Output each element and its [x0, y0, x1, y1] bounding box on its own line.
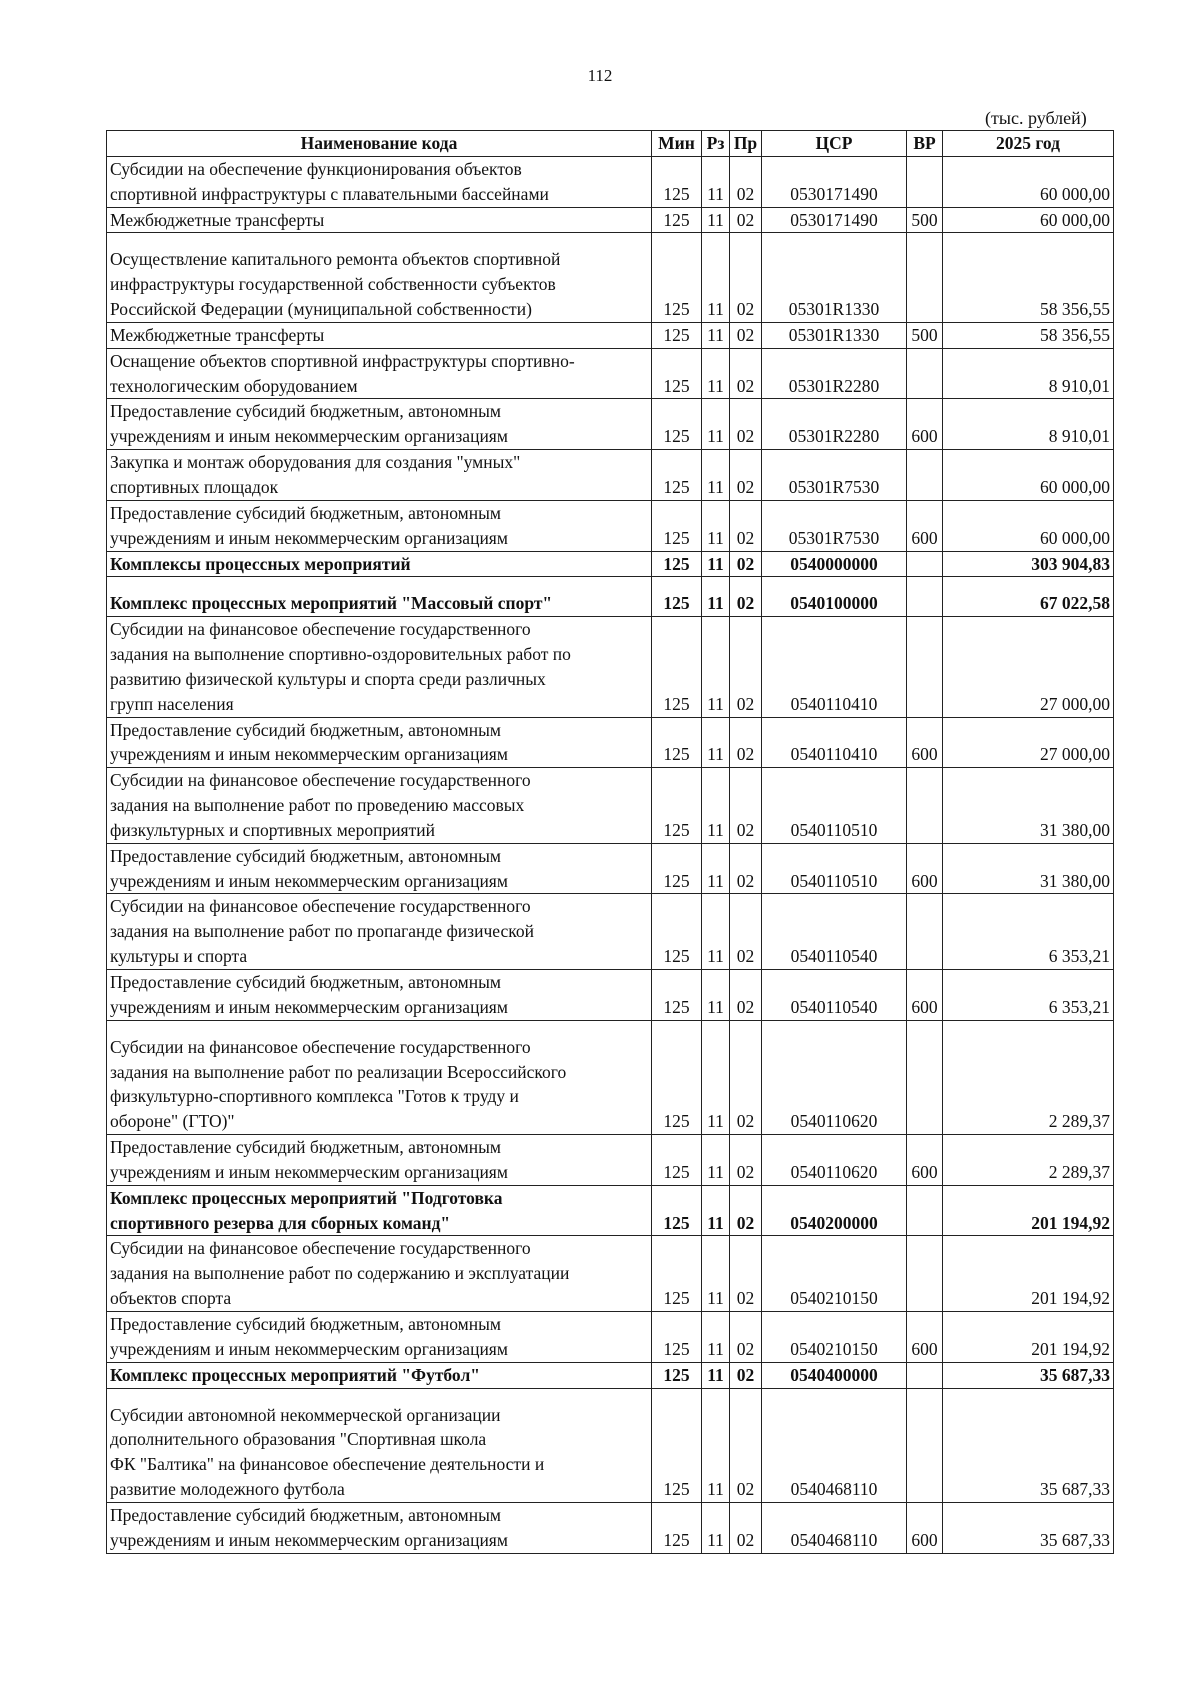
table-row [107, 322, 1114, 348]
row-csr: 0540468110 [762, 1388, 907, 1502]
table-row [107, 156, 1114, 207]
row-rz: 11 [702, 551, 730, 577]
column-header-amount: 2025 год [943, 131, 1114, 157]
row-csr: 0540110620 [762, 1135, 907, 1186]
row-pr: 02 [730, 768, 762, 844]
row-vr: 600 [907, 970, 943, 1021]
row-amount: 67 022,58 [943, 577, 1114, 617]
row-vr [907, 617, 943, 717]
row-csr: 0540110410 [762, 617, 907, 717]
row-amount: 2 289,37 [943, 1135, 1114, 1186]
row-name: Межбюджетные трансферты [107, 322, 652, 348]
row-name: Предоставление субсидий бюджетным, автономным учреждениям и иным некоммерческим организациям [107, 399, 652, 450]
column-header-vr: ВР [907, 131, 943, 157]
row-name: Субсидии на финансовое обеспечение государственного задания на выполнение спортивно-оздоровительных работ по развитию физической культуры и спорта среди различных групп населения [107, 617, 652, 717]
row-min: 125 [652, 768, 702, 844]
table-row [107, 1362, 1114, 1388]
row-rz: 11 [702, 207, 730, 233]
table-row [107, 1020, 1114, 1134]
table-row [107, 500, 1114, 551]
row-name: Комплекс процессных мероприятий "Подготовка спортивного резерва для сборных команд" [107, 1185, 652, 1236]
row-amount: 35 687,33 [943, 1388, 1114, 1502]
row-amount: 2 289,37 [943, 1020, 1114, 1134]
row-pr: 02 [730, 1362, 762, 1388]
row-name: Предоставление субсидий бюджетным, автономным учреждениям и иным некоммерческим организациям [107, 717, 652, 768]
row-vr: 600 [907, 1135, 943, 1186]
row-vr [907, 1236, 943, 1312]
row-csr: 0540210150 [762, 1236, 907, 1312]
row-min: 125 [652, 207, 702, 233]
row-pr: 02 [730, 399, 762, 450]
row-vr: 600 [907, 500, 943, 551]
table-row [107, 717, 1114, 768]
row-csr: 0530171490 [762, 207, 907, 233]
row-amount: 60 000,00 [943, 156, 1114, 207]
row-csr: 0540110620 [762, 1020, 907, 1134]
table-row [107, 768, 1114, 844]
budget-table [106, 130, 1114, 1554]
row-min: 125 [652, 617, 702, 717]
row-pr: 02 [730, 1311, 762, 1362]
row-amount: 201 194,92 [943, 1236, 1114, 1312]
row-pr: 02 [730, 1502, 762, 1553]
row-pr: 02 [730, 1135, 762, 1186]
row-min: 125 [652, 233, 702, 323]
row-amount: 303 904,83 [943, 551, 1114, 577]
units-label: (тыс. рублей) [985, 108, 1087, 128]
column-header-min: Мин [652, 131, 702, 157]
row-pr: 02 [730, 348, 762, 399]
row-amount: 58 356,55 [943, 233, 1114, 323]
table-row [107, 233, 1114, 323]
row-rz: 11 [702, 843, 730, 894]
row-pr: 02 [730, 551, 762, 577]
row-name: Комплексы процессных мероприятий [107, 551, 652, 577]
row-vr [907, 768, 943, 844]
table-row [107, 843, 1114, 894]
row-min: 125 [652, 843, 702, 894]
row-pr: 02 [730, 156, 762, 207]
row-vr [907, 894, 943, 970]
table-body [107, 156, 1114, 1553]
row-csr: 0540110510 [762, 768, 907, 844]
row-amount: 31 380,00 [943, 768, 1114, 844]
row-vr [907, 1362, 943, 1388]
row-rz: 11 [702, 348, 730, 399]
row-rz: 11 [702, 1020, 730, 1134]
row-name: Предоставление субсидий бюджетным, автономным учреждениям и иным некоммерческим организациям [107, 1502, 652, 1553]
row-rz: 11 [702, 233, 730, 323]
row-name: Оснащение объектов спортивной инфраструктуры спортивно- технологическим оборудованием [107, 348, 652, 399]
row-vr: 600 [907, 399, 943, 450]
row-csr: 05301R7530 [762, 500, 907, 551]
row-amount: 60 000,00 [943, 500, 1114, 551]
row-pr: 02 [730, 1388, 762, 1502]
row-name: Субсидии на обеспечение функционирования объектов спортивной инфраструктуры с плавательными бассейнами [107, 156, 652, 207]
row-vr [907, 348, 943, 399]
row-amount: 6 353,21 [943, 894, 1114, 970]
row-csr: 0540200000 [762, 1185, 907, 1236]
row-min: 125 [652, 399, 702, 450]
table-row [107, 1135, 1114, 1186]
row-csr: 0540210150 [762, 1311, 907, 1362]
row-name: Субсидии автономной некоммерческой организации дополнительного образования "Спортивная школа ФК "Балтика" на финансовое обеспечение деятельности и развитие молодежного футбола [107, 1388, 652, 1502]
row-rz: 11 [702, 1388, 730, 1502]
table-row [107, 1311, 1114, 1362]
row-rz: 11 [702, 322, 730, 348]
row-amount: 35 687,33 [943, 1362, 1114, 1388]
table-row [107, 1236, 1114, 1312]
row-csr: 05301R1330 [762, 233, 907, 323]
row-csr: 0540110540 [762, 894, 907, 970]
row-name: Закупка и монтаж оборудования для создания "умных" спортивных площадок [107, 450, 652, 501]
row-rz: 11 [702, 1311, 730, 1362]
row-vr [907, 233, 943, 323]
table-row [107, 577, 1114, 617]
row-pr: 02 [730, 970, 762, 1021]
row-rz: 11 [702, 768, 730, 844]
row-rz: 11 [702, 1135, 730, 1186]
row-rz: 11 [702, 156, 730, 207]
table-row [107, 1388, 1114, 1502]
row-vr [907, 1388, 943, 1502]
row-min: 125 [652, 551, 702, 577]
table-row [107, 348, 1114, 399]
row-amount: 58 356,55 [943, 322, 1114, 348]
row-csr: 05301R1330 [762, 322, 907, 348]
row-amount: 201 194,92 [943, 1311, 1114, 1362]
row-vr: 600 [907, 1502, 943, 1553]
row-csr: 05301R7530 [762, 450, 907, 501]
row-pr: 02 [730, 717, 762, 768]
table-row [107, 450, 1114, 501]
row-vr [907, 1185, 943, 1236]
row-rz: 11 [702, 1362, 730, 1388]
row-vr: 500 [907, 207, 943, 233]
row-csr: 0540400000 [762, 1362, 907, 1388]
row-csr: 0530171490 [762, 156, 907, 207]
row-name: Субсидии на финансовое обеспечение государственного задания на выполнение работ по проведению массовых физкультурных и спортивных мероприятий [107, 768, 652, 844]
row-min: 125 [652, 1388, 702, 1502]
row-vr [907, 156, 943, 207]
row-rz: 11 [702, 577, 730, 617]
row-min: 125 [652, 970, 702, 1021]
row-vr [907, 450, 943, 501]
table-row [107, 617, 1114, 717]
row-name: Комплекс процессных мероприятий "Футбол" [107, 1362, 652, 1388]
column-header-rz: Рз [702, 131, 730, 157]
column-header-name: Наименование кода [107, 131, 652, 157]
table-row [107, 894, 1114, 970]
row-vr: 500 [907, 322, 943, 348]
row-rz: 11 [702, 450, 730, 501]
row-min: 125 [652, 348, 702, 399]
row-pr: 02 [730, 207, 762, 233]
row-pr: 02 [730, 843, 762, 894]
row-rz: 11 [702, 717, 730, 768]
row-min: 125 [652, 1020, 702, 1134]
row-csr: 0540110510 [762, 843, 907, 894]
row-csr: 0540000000 [762, 551, 907, 577]
row-amount: 60 000,00 [943, 207, 1114, 233]
row-amount: 27 000,00 [943, 717, 1114, 768]
row-vr [907, 1020, 943, 1134]
table-row [107, 1185, 1114, 1236]
row-min: 125 [652, 156, 702, 207]
row-name: Предоставление субсидий бюджетным, автономным учреждениям и иным некоммерческим организациям [107, 1311, 652, 1362]
table-row [107, 970, 1114, 1021]
row-pr: 02 [730, 1185, 762, 1236]
column-header-csr: ЦСР [762, 131, 907, 157]
row-rz: 11 [702, 970, 730, 1021]
row-vr: 600 [907, 1311, 943, 1362]
row-csr: 0540468110 [762, 1502, 907, 1553]
row-name: Комплекс процессных мероприятий "Массовый спорт" [107, 577, 652, 617]
row-amount: 8 910,01 [943, 399, 1114, 450]
row-name: Субсидии на финансовое обеспечение государственного задания на выполнение работ по содержанию и эксплуатации объектов спорта [107, 1236, 652, 1312]
row-min: 125 [652, 577, 702, 617]
row-min: 125 [652, 450, 702, 501]
row-name: Субсидии на финансовое обеспечение государственного задания на выполнение работ по пропаганде физической культуры и спорта [107, 894, 652, 970]
table-row [107, 399, 1114, 450]
table-header-row [107, 131, 1114, 157]
row-min: 125 [652, 894, 702, 970]
page-number: 112 [587, 66, 613, 85]
row-min: 125 [652, 1362, 702, 1388]
row-pr: 02 [730, 1020, 762, 1134]
row-pr: 02 [730, 617, 762, 717]
row-rz: 11 [702, 1502, 730, 1553]
row-rz: 11 [702, 1236, 730, 1312]
row-min: 125 [652, 1236, 702, 1312]
row-vr [907, 577, 943, 617]
row-pr: 02 [730, 233, 762, 323]
row-min: 125 [652, 322, 702, 348]
row-csr: 05301R2280 [762, 348, 907, 399]
row-pr: 02 [730, 894, 762, 970]
row-amount: 31 380,00 [943, 843, 1114, 894]
row-rz: 11 [702, 1185, 730, 1236]
row-rz: 11 [702, 500, 730, 551]
row-name: Предоставление субсидий бюджетным, автономным учреждениям и иным некоммерческим организациям [107, 970, 652, 1021]
row-min: 125 [652, 717, 702, 768]
row-vr: 600 [907, 843, 943, 894]
row-min: 125 [652, 1135, 702, 1186]
row-name: Предоставление субсидий бюджетным, автономным учреждениям и иным некоммерческим организациям [107, 843, 652, 894]
row-csr: 0540110410 [762, 717, 907, 768]
row-amount: 201 194,92 [943, 1185, 1114, 1236]
row-pr: 02 [730, 450, 762, 501]
row-min: 125 [652, 1185, 702, 1236]
table-row [107, 1502, 1114, 1553]
row-amount: 8 910,01 [943, 348, 1114, 399]
row-min: 125 [652, 500, 702, 551]
row-rz: 11 [702, 617, 730, 717]
row-amount: 27 000,00 [943, 617, 1114, 717]
row-name: Предоставление субсидий бюджетным, автономным учреждениям и иным некоммерческим организациям [107, 500, 652, 551]
table-row [107, 551, 1114, 577]
row-pr: 02 [730, 322, 762, 348]
row-min: 125 [652, 1311, 702, 1362]
row-amount: 6 353,21 [943, 970, 1114, 1021]
row-name: Осуществление капитального ремонта объектов спортивной инфраструктуры государственной собственности субъектов Российской Федерации (муниципальной собственности) [107, 233, 652, 323]
row-rz: 11 [702, 399, 730, 450]
table-row [107, 207, 1114, 233]
row-min: 125 [652, 1502, 702, 1553]
row-name: Межбюджетные трансферты [107, 207, 652, 233]
row-amount: 60 000,00 [943, 450, 1114, 501]
row-rz: 11 [702, 894, 730, 970]
row-pr: 02 [730, 1236, 762, 1312]
row-vr: 600 [907, 717, 943, 768]
row-csr: 0540100000 [762, 577, 907, 617]
row-amount: 35 687,33 [943, 1502, 1114, 1553]
row-pr: 02 [730, 577, 762, 617]
column-header-pr: Пр [730, 131, 762, 157]
row-vr [907, 551, 943, 577]
row-pr: 02 [730, 500, 762, 551]
row-csr: 0540110540 [762, 970, 907, 1021]
row-csr: 05301R2280 [762, 399, 907, 450]
row-name: Предоставление субсидий бюджетным, автономным учреждениям и иным некоммерческим организациям [107, 1135, 652, 1186]
row-name: Субсидии на финансовое обеспечение государственного задания на выполнение работ по реализации Всероссийского физкультурно-спортивного комплекса "Готов к труду и обороне" (ГТО)" [107, 1020, 652, 1134]
